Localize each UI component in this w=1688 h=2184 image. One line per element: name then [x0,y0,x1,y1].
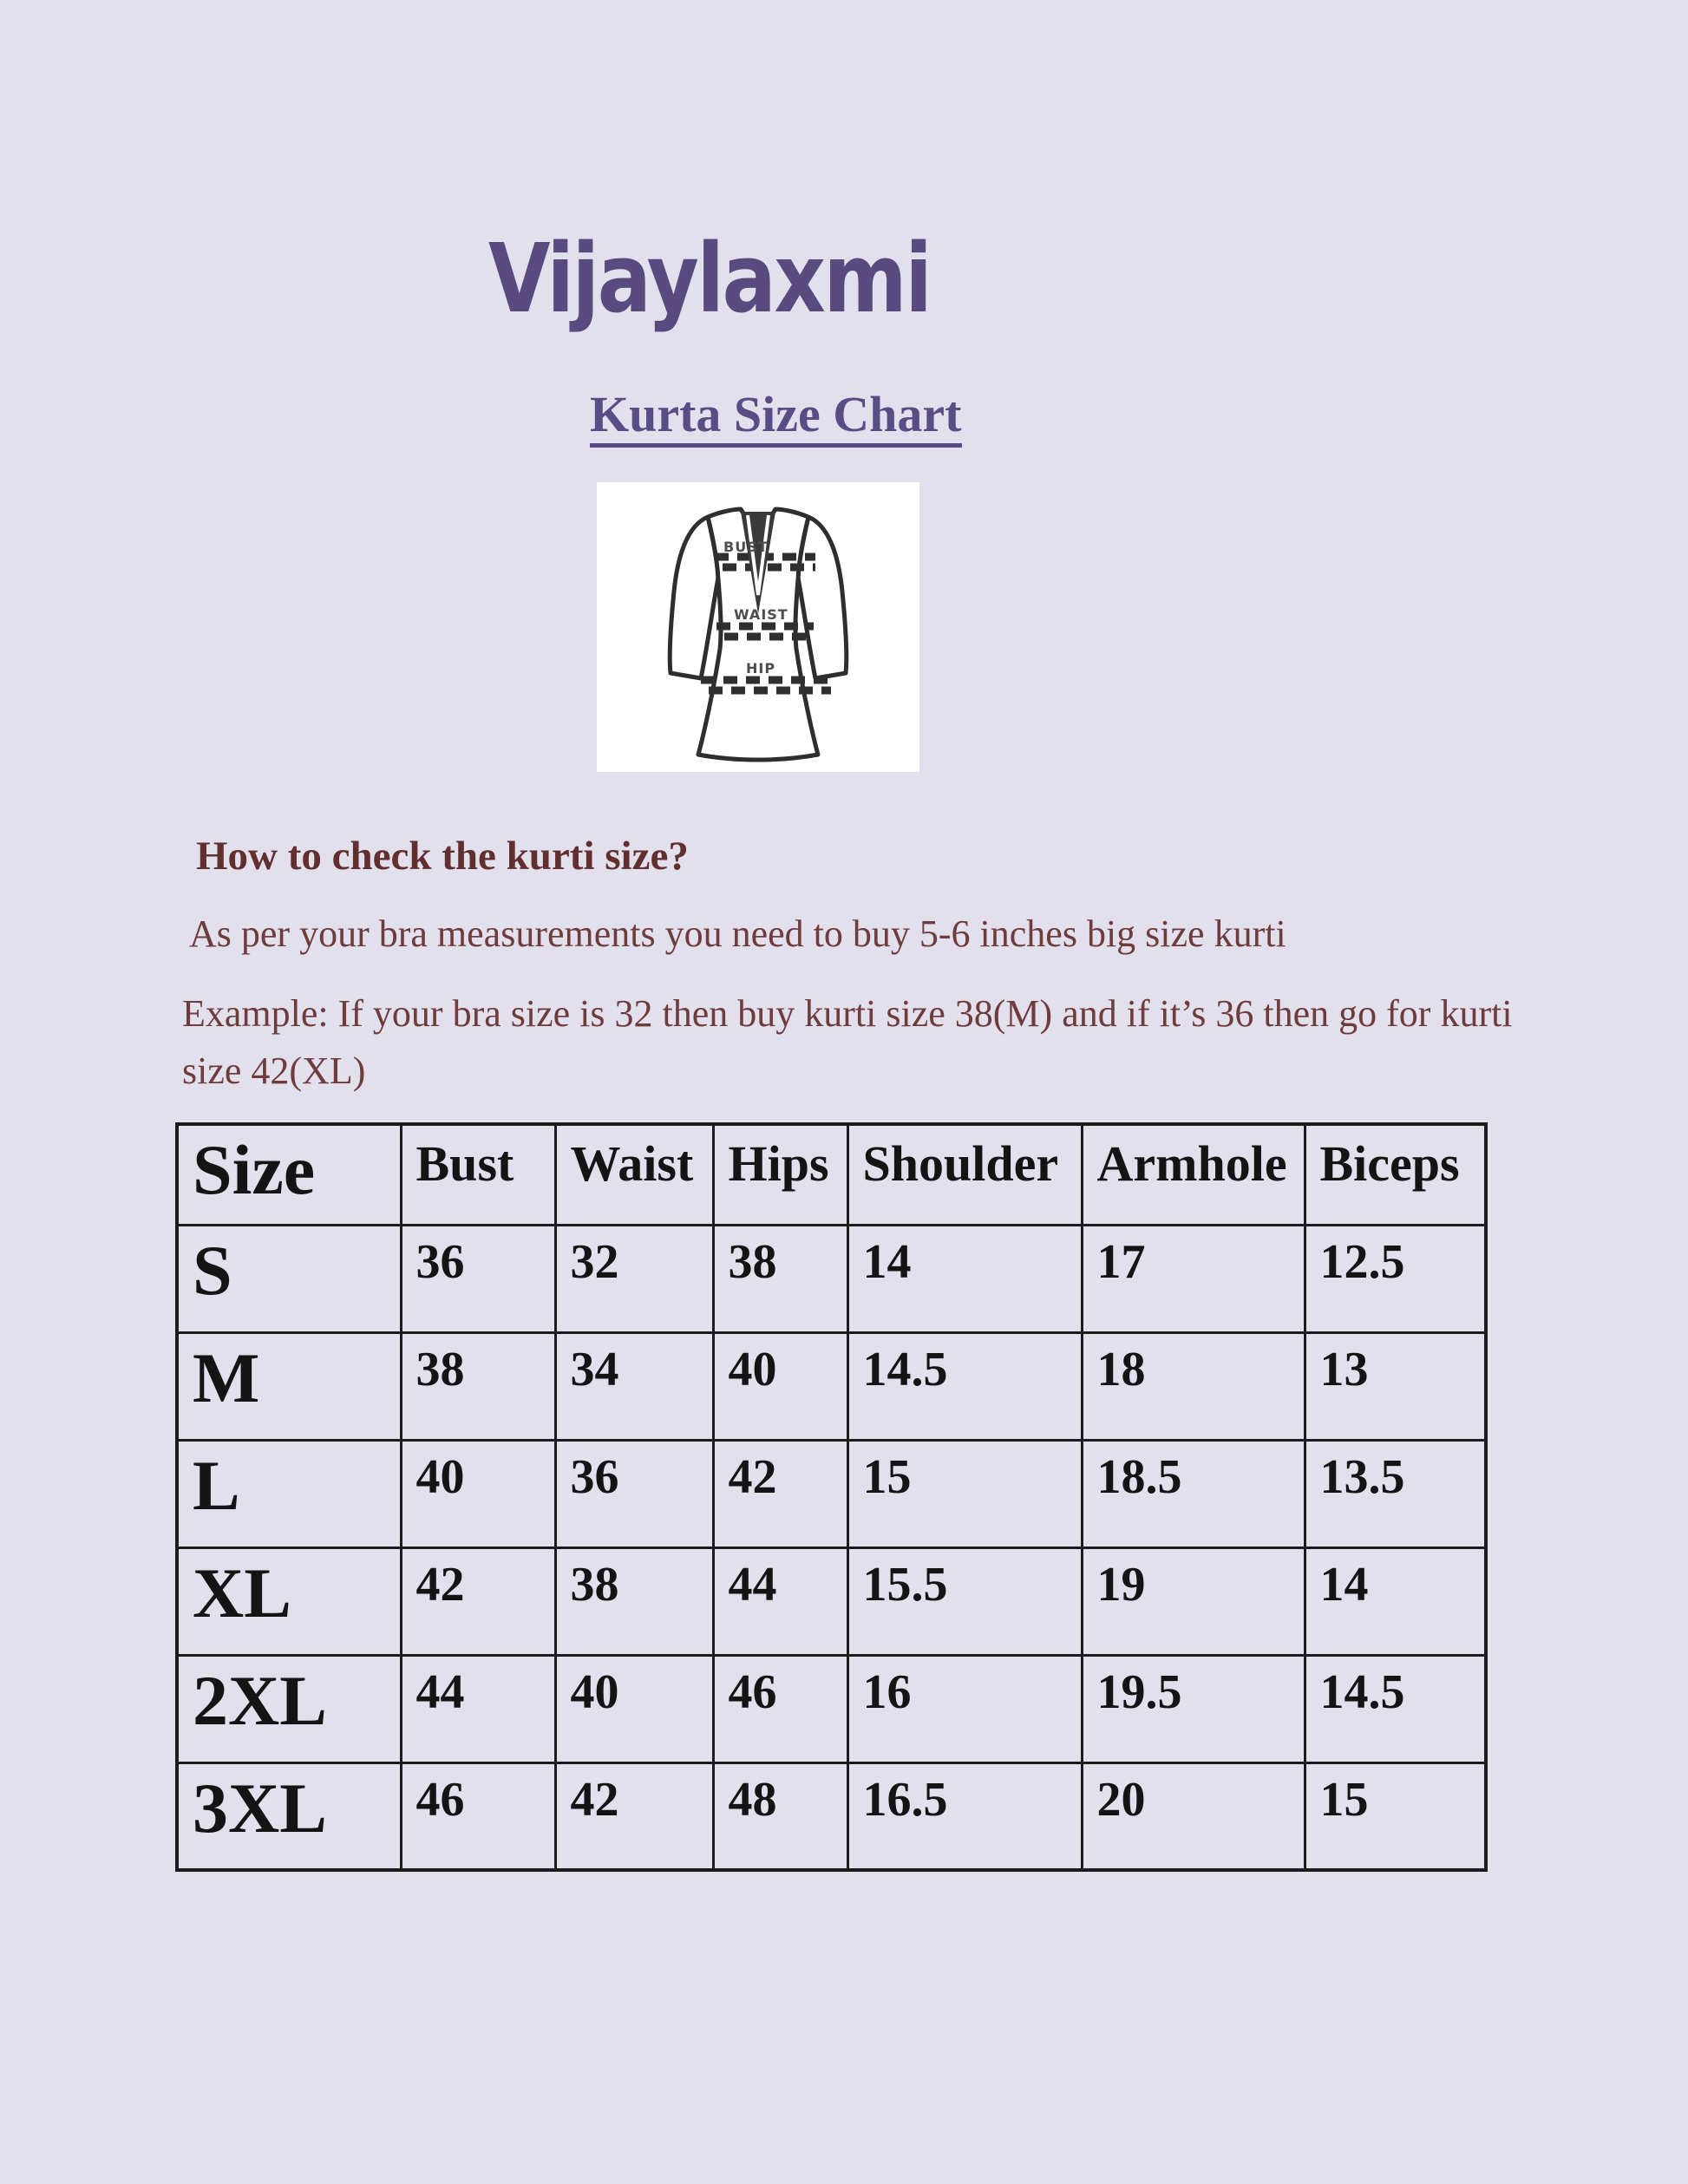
armhole-value: 17 [1082,1225,1305,1332]
biceps-value: 13.5 [1305,1440,1486,1547]
brand-logo: Vijaylaxmi [488,223,931,334]
waist-label: WAIST [734,606,788,623]
bust-value: 42 [401,1547,555,1655]
size-label: M [177,1332,401,1440]
biceps-value: 14.5 [1305,1655,1486,1762]
armhole-value: 19 [1082,1547,1305,1655]
waist-value: 34 [555,1332,713,1440]
bust-label: BUST [723,539,769,555]
example-text: Example: If your bra size is 32 then buy kurti size 38(M) and if it’s 36 then go for kurti size 42(XL) [182,992,1513,1092]
armhole-value: 18 [1082,1332,1305,1440]
biceps-value: 13 [1305,1332,1486,1440]
waist-value: 42 [555,1762,713,1870]
column-header-biceps: Biceps [1305,1124,1486,1225]
table-row [177,1440,1486,1547]
size-chart-table [175,1122,1488,1872]
hips-value: 38 [713,1225,847,1332]
column-header-shoulder: Shoulder [847,1124,1082,1225]
biceps-value: 15 [1305,1762,1486,1870]
biceps-value: 14 [1305,1547,1486,1655]
waist-value: 32 [555,1225,713,1332]
table-row [177,1225,1486,1332]
kurta-diagram-image [597,482,919,772]
page-title: Kurta Size Chart [590,389,962,448]
bust-value: 36 [401,1225,555,1332]
hip-label: HIP [746,660,776,677]
shoulder-value: 14 [847,1225,1082,1332]
waist-value: 36 [555,1440,713,1547]
column-header-size: Size [177,1124,401,1225]
shoulder-value: 16.5 [847,1762,1082,1870]
armhole-value: 20 [1082,1762,1305,1870]
column-header-waist: Waist [555,1124,713,1225]
shoulder-value: 14.5 [847,1332,1082,1440]
armhole-value: 18.5 [1082,1440,1305,1547]
table-row [177,1655,1486,1762]
hips-value: 42 [713,1440,847,1547]
bust-value: 40 [401,1440,555,1547]
section-heading: How to check the kurti size? [196,834,689,879]
table-row [177,1547,1486,1655]
waist-value: 38 [555,1547,713,1655]
bust-value: 44 [401,1655,555,1762]
table-row [177,1762,1486,1870]
armhole-value: 19.5 [1082,1655,1305,1762]
size-label: XL [177,1547,401,1655]
kurta-figure-svg [597,482,919,772]
size-label: 2XL [177,1655,401,1762]
table-row [177,1332,1486,1440]
waist-value: 40 [555,1655,713,1762]
shoulder-value: 16 [847,1655,1082,1762]
biceps-value: 12.5 [1305,1225,1486,1332]
shoulder-value: 15 [847,1440,1082,1547]
column-header-bust: Bust [401,1124,555,1225]
column-header-armhole: Armhole [1082,1124,1305,1225]
size-label: 3XL [177,1762,401,1870]
hips-value: 48 [713,1762,847,1870]
instruction-text: As per your bra measurements you need to buy 5-6 inches big size kurti [189,912,1286,955]
shoulder-value: 15.5 [847,1547,1082,1655]
table-header-row [177,1124,1486,1225]
bust-value: 38 [401,1332,555,1440]
bust-value: 46 [401,1762,555,1870]
hips-value: 46 [713,1655,847,1762]
hips-value: 44 [713,1547,847,1655]
hips-value: 40 [713,1332,847,1440]
size-label: S [177,1225,401,1332]
column-header-hips: Hips [713,1124,847,1225]
size-label: L [177,1440,401,1547]
